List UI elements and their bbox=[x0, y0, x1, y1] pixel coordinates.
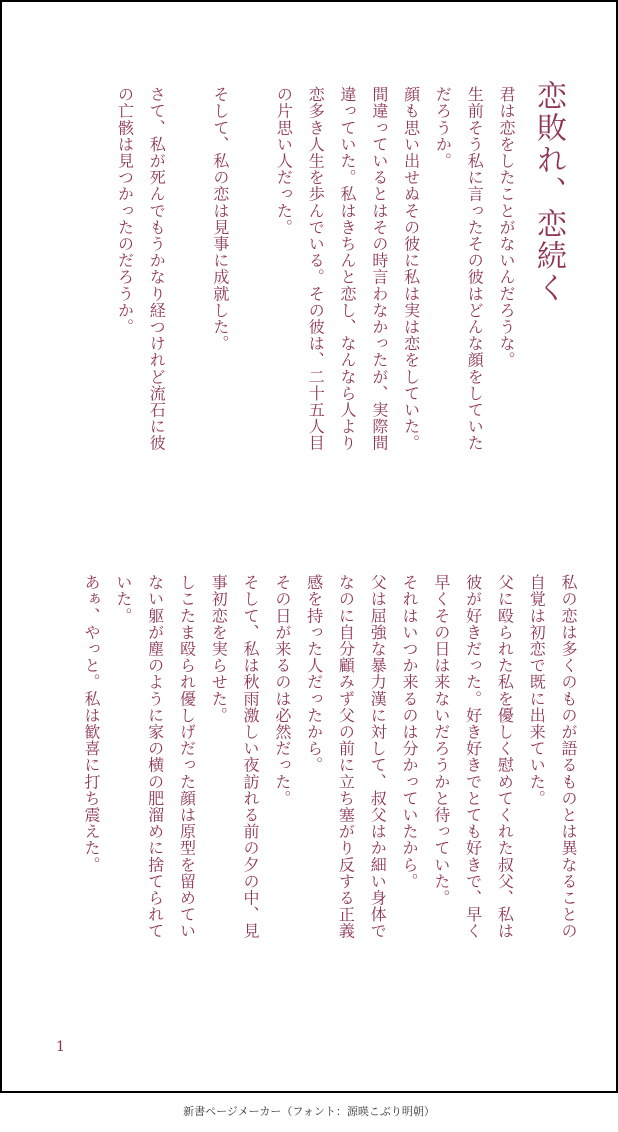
text-line: 顔も思い出せぬその彼に私は実は恋をしていた。 bbox=[401, 86, 421, 452]
text-line: あぁ、やっと。私は歓喜に打ち震えた。 bbox=[82, 574, 102, 873]
text-line: 彼が好きだった。好き好きでとても好きで、早く bbox=[463, 574, 483, 940]
text-line: そして、私の恋は見事に成就した。 bbox=[210, 86, 230, 352]
text-line: それはいつか来るのは分かっていたから。 bbox=[400, 574, 420, 890]
text-line: 違っていた。私はきちんと恋し、なんなら人より bbox=[338, 86, 358, 452]
footer-credit: 新書ページメーカー（フォント：源暎こぶり明朝） bbox=[183, 1105, 435, 1118]
text-line: 早くその日は来ないだろうかと待っていた。 bbox=[431, 574, 451, 906]
page-number: 1 bbox=[56, 1039, 65, 1055]
text-line: 私の恋は多くのものが語るものとは異なることの bbox=[559, 574, 578, 940]
text-line: さて、私が死んでもうかなり経つけれど流石に彼 bbox=[147, 86, 167, 452]
page-title: 恋敗れ、恋続く bbox=[531, 80, 566, 304]
text-line: 間違っているとはその時言わなかったが、実際間 bbox=[369, 86, 389, 452]
text-line: ない躯が塵のように家の横の肥溜めに捨てられて bbox=[145, 574, 165, 940]
text-line: いた。 bbox=[113, 574, 133, 624]
text-line: 感を持った人だったから。 bbox=[304, 574, 324, 774]
text-line: そして、私は秋雨激しい夜訪れる前の夕の中、見 bbox=[241, 574, 261, 940]
text-line: しこたま殴られ優しげだった顔は原型を留めてい bbox=[177, 574, 197, 940]
text-line: 自覚は初恋で既に出来ていた。 bbox=[527, 574, 547, 807]
text-line: 事初恋を実らせた。 bbox=[209, 574, 229, 724]
text-line: 君は恋をしたことがないんだろうな。 bbox=[497, 86, 516, 369]
blank-line bbox=[236, 86, 268, 536]
text-line: なのに自分顧みず父の前に立ち塞がり反する正義 bbox=[336, 574, 356, 940]
lower-text-block bbox=[75, 574, 584, 1004]
upper-text-block bbox=[109, 86, 522, 536]
text-line: その日が来るのは必然だった。 bbox=[272, 574, 292, 807]
text-line: の片思い人だった。 bbox=[274, 86, 294, 236]
blank-line bbox=[172, 86, 204, 536]
text-line: 生前そう私に言ったその彼はどんな顔をしていた bbox=[465, 86, 485, 452]
text-line: だろうか。 bbox=[433, 86, 453, 169]
text-line: 父は屈強な暴力漢に対して、叔父はか細い身体で bbox=[368, 574, 388, 940]
text-line: の亡骸は見つかったのだろうか。 bbox=[115, 86, 135, 335]
text-line: 父に殴られた私を優しく慰めてくれた叔父、私は bbox=[495, 574, 515, 940]
text-line: 恋多き人生を歩んでいる。その彼は、二十五人目 bbox=[306, 86, 326, 452]
